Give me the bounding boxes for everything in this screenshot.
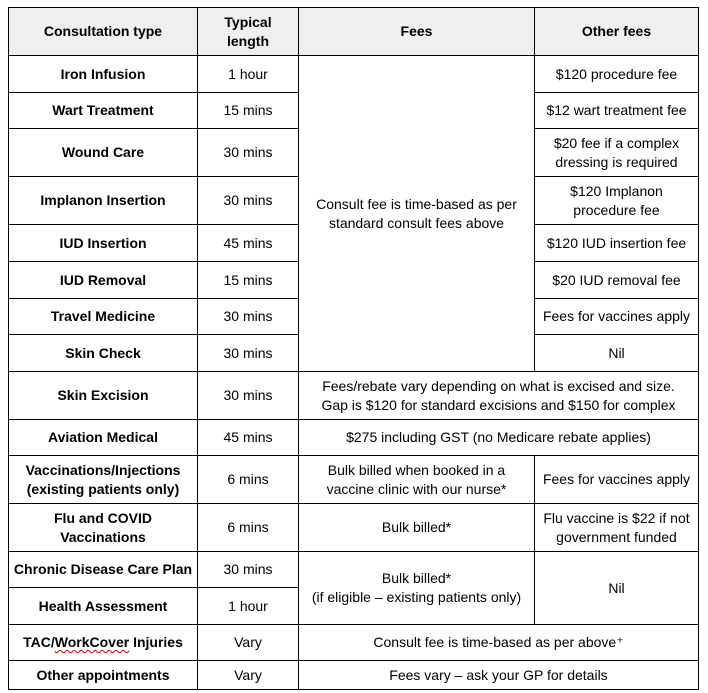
table-row — [9, 372, 699, 420]
fees-line1: Bulk billed when booked in a — [327, 461, 506, 478]
other-fees — [535, 177, 699, 225]
fees — [299, 456, 535, 504]
table-row — [9, 552, 699, 588]
fees: Bulk billed* — [299, 504, 535, 552]
other-fees: $120 procedure fee — [535, 56, 699, 93]
other-fees-line2: procedure fee — [573, 201, 660, 218]
typical-length: 1 hour — [198, 588, 299, 625]
other-fees: Fees for vaccines apply — [535, 299, 699, 335]
table-row — [9, 456, 699, 504]
typical-length: 45 mins — [198, 420, 299, 456]
typical-length: 6 mins — [198, 504, 299, 552]
consultation-type: Skin Check — [9, 335, 198, 372]
header-length-line1: Typical — [224, 13, 272, 30]
consultation-type: IUD Removal — [9, 262, 198, 299]
consultation-type-line2: (existing patients only) — [26, 480, 180, 497]
consultation-fees-table — [8, 7, 699, 690]
other-fees-line1: $120 Implanon — [570, 182, 663, 199]
typical-length: Vary — [198, 625, 299, 661]
consultation-type-line2: Vaccinations — [60, 528, 146, 545]
table-header-row — [9, 8, 699, 56]
typical-length: 30 mins — [198, 129, 299, 177]
typical-length: 30 mins — [198, 335, 299, 372]
consultation-type — [9, 456, 198, 504]
fees-bulk-billed-eligible — [299, 552, 535, 625]
other-fees — [535, 504, 699, 552]
fees-time-based-cell — [299, 56, 535, 372]
other-fees: Fees for vaccines apply — [535, 456, 699, 504]
consultation-type: Implanon Insertion — [9, 177, 198, 225]
header-typical-length — [198, 8, 299, 56]
spellcheck-underlined-word: WorkCover — [54, 634, 130, 650]
typical-length: 45 mins — [198, 225, 299, 262]
consultation-type: Chronic Disease Care Plan — [9, 552, 198, 588]
other-fees: Nil — [535, 335, 699, 372]
consultation-type — [9, 504, 198, 552]
consultation-type — [9, 625, 198, 661]
fees-line2: vaccine clinic with our nurse* — [326, 480, 507, 497]
typical-length: 1 hour — [198, 56, 299, 93]
consultation-type-line1: Vaccinations/Injections — [25, 461, 181, 478]
consultation-type: Aviation Medical — [9, 420, 198, 456]
fees-line2: Gap is $120 for standard excisions and $150 for complex — [321, 396, 676, 413]
consultation-type: IUD Insertion — [9, 225, 198, 262]
consultation-type-line1: Flu and COVID — [54, 509, 152, 526]
other-fees: $12 wart treatment fee — [535, 93, 699, 129]
table-row — [9, 56, 699, 93]
consultation-type: Travel Medicine — [9, 299, 198, 335]
typical-length: 30 mins — [198, 372, 299, 420]
fees-line2: (if eligible – existing patients only) — [311, 589, 522, 605]
table-row — [9, 625, 699, 661]
table-row — [9, 420, 699, 456]
other-fees: $20 IUD removal fee — [535, 262, 699, 299]
fees-merged — [299, 372, 699, 420]
typical-length: 15 mins — [198, 262, 299, 299]
fees-merged: Fees vary – ask your GP for details — [299, 661, 699, 690]
typical-length: Vary — [198, 661, 299, 690]
consultation-type: Other appointments — [9, 661, 198, 690]
other-fees: $120 IUD insertion fee — [535, 225, 699, 262]
header-fees: Fees — [299, 8, 535, 56]
fees-merged: Consult fee is time-based as per above⁺ — [299, 625, 699, 661]
consultation-type: Wound Care — [9, 129, 198, 177]
type-prefix: TAC/ — [23, 634, 55, 650]
consultation-type: Iron Infusion — [9, 56, 198, 93]
fees-time-based-line2: standard consult fees above — [328, 214, 505, 231]
type-suffix: Injuries — [129, 634, 183, 650]
other-fees-line2: government funded — [556, 528, 677, 545]
typical-length: 30 mins — [198, 552, 299, 588]
other-fees-line2: dressing is required — [555, 153, 678, 170]
consultation-type: Skin Excision — [9, 372, 198, 420]
typical-length: 15 mins — [198, 93, 299, 129]
other-fees: Nil — [535, 552, 699, 625]
table-row — [9, 661, 699, 690]
consultation-type: Health Assessment — [9, 588, 198, 625]
header-consultation-type: Consultation type — [9, 8, 198, 56]
other-fees-line1: Flu vaccine is $22 if not — [543, 509, 690, 526]
fees-line1: Bulk billed* — [381, 570, 452, 586]
consultation-type: Wart Treatment — [9, 93, 198, 129]
table-row — [9, 504, 699, 552]
typical-length: 6 mins — [198, 456, 299, 504]
fees-merged: $275 including GST (no Medicare rebate applies) — [299, 420, 699, 456]
fees-line1: Fees/rebate vary depending on what is excised and size. — [322, 377, 675, 394]
other-fees-line1: $20 fee if a complex — [553, 134, 680, 151]
typical-length: 30 mins — [198, 299, 299, 335]
header-other-fees: Other fees — [535, 8, 699, 56]
typical-length: 30 mins — [198, 177, 299, 225]
other-fees — [535, 129, 699, 177]
fees-time-based-line1: Consult fee is time-based as per — [316, 195, 517, 212]
header-length-line2: length — [227, 32, 269, 49]
